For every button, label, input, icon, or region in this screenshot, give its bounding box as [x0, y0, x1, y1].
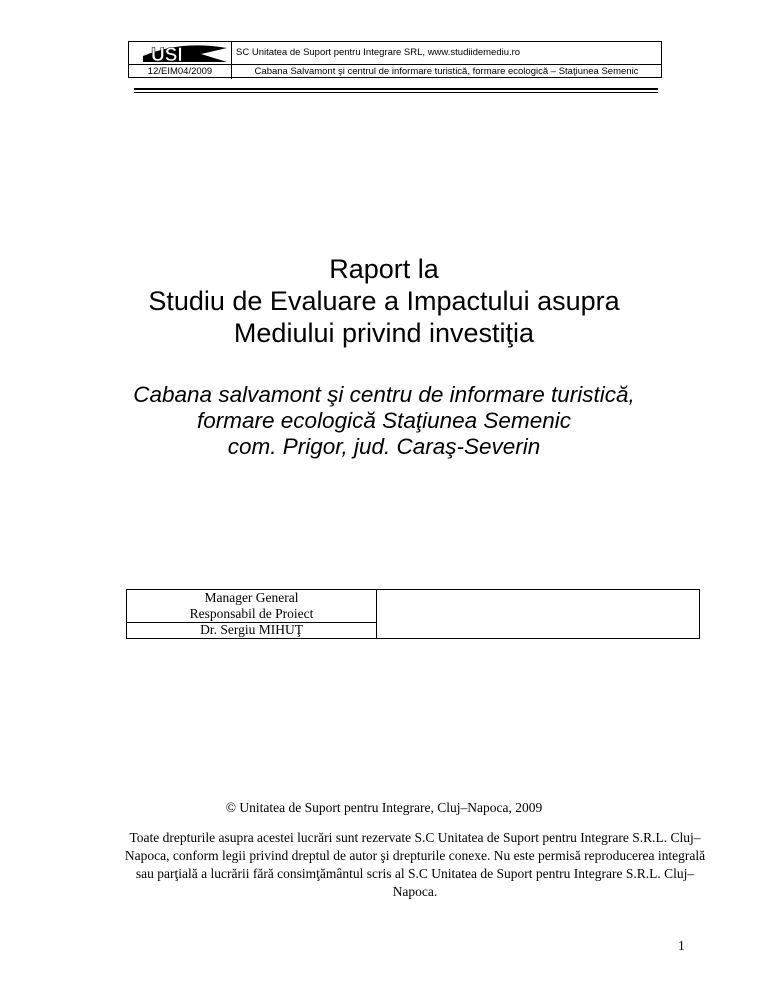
- document-header: [128, 41, 662, 78]
- company-line: SC Unitatea de Suport pentru Integrare SRL, www.studiidemediu.ro: [236, 47, 521, 58]
- manager-role-1: Manager General: [204, 590, 299, 605]
- copyright-line: © Unitatea de Suport pentru Integrare, Cluj–Napoca, 2009: [225, 800, 543, 815]
- rights-paragraph: Toate drepturile asupra acestei lucrări sunt rezervate S.C Unitatea de Suport pentru Integrare S.R.L. Cluj–Napoca, conform legii privind dreptul de autor şi drepturile conexe. Nu este permisă reproducerea integrală sau parţială a lucrării fără consimţământul scris al S.C Unitatea de Suport pentru Integrare S.R.L. Cluj–Napoca.: [124, 830, 706, 899]
- manager-cell: [127, 590, 377, 638]
- header-row-2: [129, 64, 661, 78]
- title-line-1: Raport la: [329, 254, 439, 284]
- usi-logo: [141, 42, 229, 64]
- header-rule-thick: [134, 88, 658, 90]
- subtitle-line-2: formare ecologică Staţiunea Semenic: [197, 408, 571, 433]
- header-rule-thin: [134, 92, 658, 93]
- logo-cell: [129, 42, 232, 64]
- subtitle-line-1: Cabana salvamont şi centru de informare turistică,: [133, 382, 635, 407]
- title-line-3: Mediului privind investiţia: [233, 318, 535, 348]
- subtitle-line-3: com. Prigor, jud. Caraş-Severin: [227, 434, 541, 459]
- page-number: 1: [678, 938, 685, 953]
- project-line: Cabana Salvamont şi centrul de informare turistică, formare ecologică – Staţiunea Semenic: [254, 66, 639, 77]
- title-line-2: Studiu de Evaluare a Impactului asupra: [148, 286, 620, 316]
- manager-role-2: Responsabil de Proiect: [189, 606, 314, 621]
- manager-name: Dr. Sergiu MIHUŢ: [200, 622, 303, 637]
- document-code: 12/EIM04/2009: [129, 65, 232, 79]
- manager-table: [126, 589, 700, 639]
- svg-text:USI: USI: [151, 45, 183, 64]
